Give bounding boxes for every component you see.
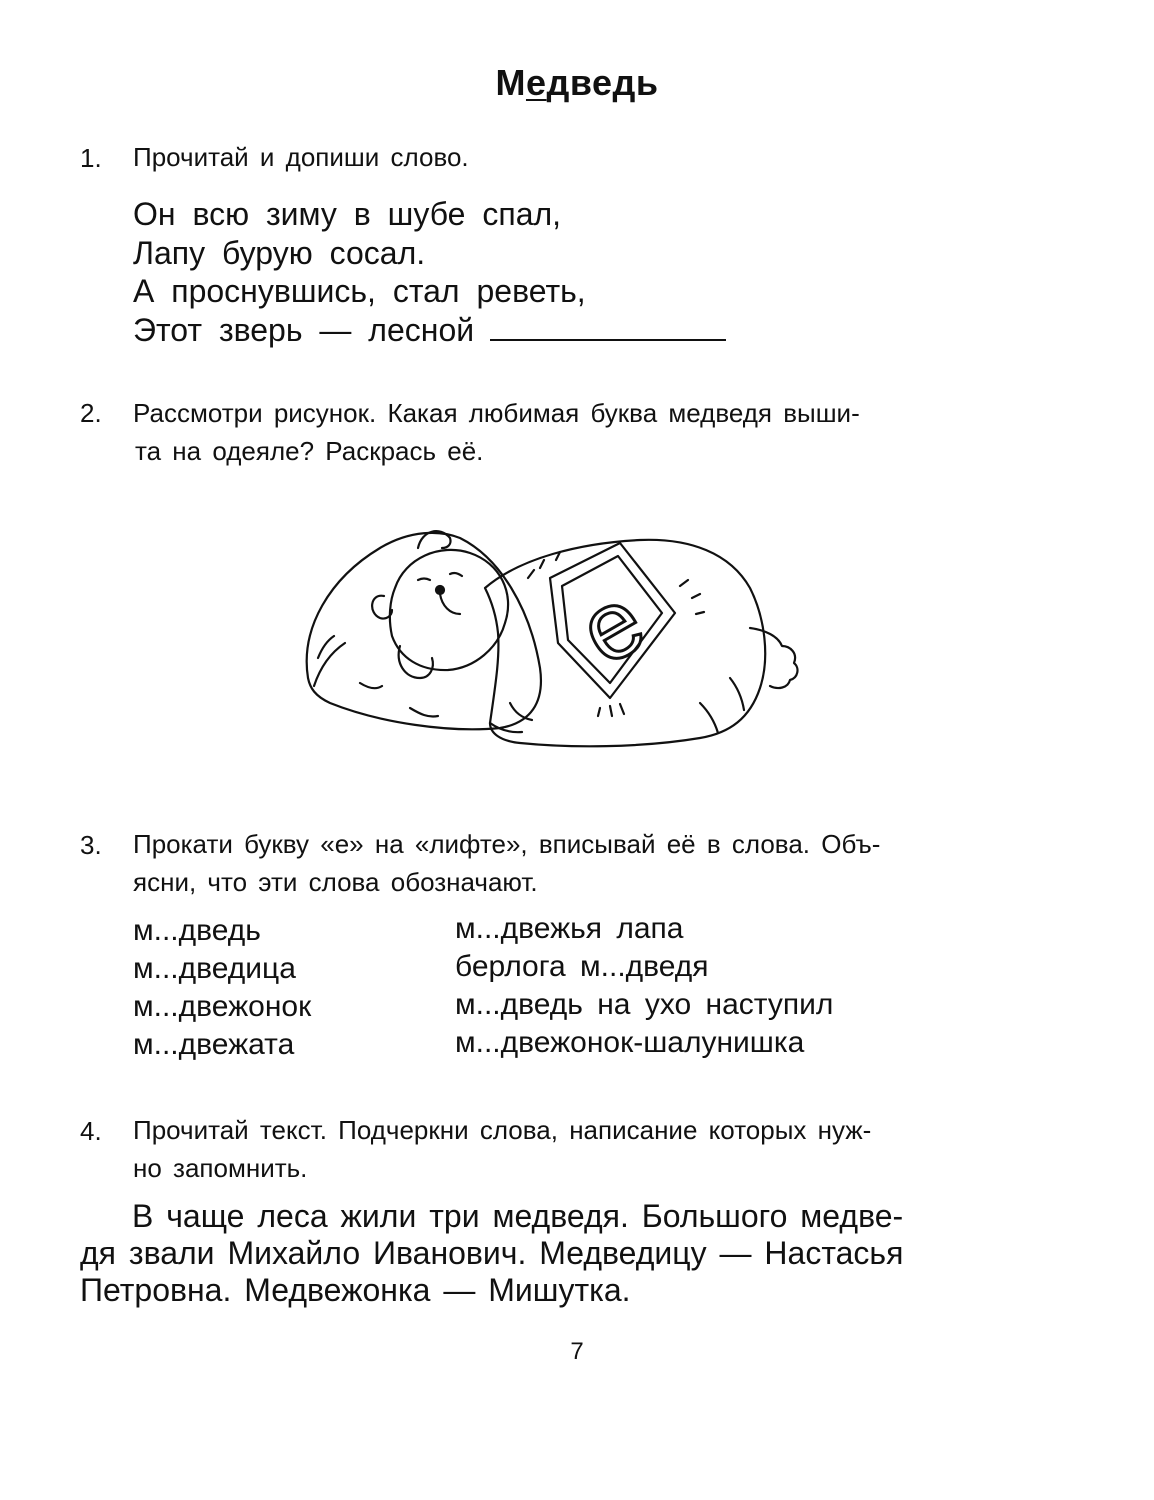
task4-text (80, 1198, 1040, 1309)
poem-line: Лапу бурую сосал. (133, 234, 426, 271)
word-item: м...дведь (133, 914, 261, 947)
pillow-shape (307, 533, 541, 729)
page-title (0, 62, 1154, 104)
page-number: 7 (570, 1338, 584, 1365)
word-item: м...дведица (133, 952, 296, 985)
answer-blank[interactable] (490, 313, 726, 341)
word-item: м...дведь на ухо наступил (455, 988, 834, 1021)
word-item: м...двежата (133, 1028, 295, 1061)
task3-instruction (133, 825, 1033, 901)
story-line: В чаще леса жили три медведя. Большого медве- (132, 1198, 904, 1234)
task4-instruction (133, 1111, 1033, 1187)
right-word-list (455, 910, 833, 1062)
blanket-letter: е (561, 566, 662, 686)
title-suffix: дведь (546, 62, 659, 103)
task3-number: 3. (80, 830, 102, 860)
sleeping-bear-illustration (300, 518, 820, 758)
task1-instruction: Прочитай и допиши слово. (133, 142, 469, 172)
task4-instruction-line1: Прочитай текст. Подчеркни слова, написание которых нуж- (133, 1115, 872, 1145)
left-word-list (133, 912, 311, 1064)
task2-instruction-line2: та на одеяле? Раскрась её. (135, 436, 484, 466)
task2-instruction-line1: Рассмотри рисунок. Какая любимая буква медведя выши- (133, 398, 860, 428)
story-line: Петровна. Медвежонка — Мишутка. (80, 1272, 631, 1308)
poem-line-last (133, 311, 726, 350)
task2-number: 2. (80, 398, 102, 428)
bear-ear-right (372, 596, 392, 619)
word-item: м...двежья лапа (455, 912, 684, 945)
task1-poem (133, 195, 726, 349)
poem-line: А проснувшись, стал реветь, (133, 273, 586, 309)
bear-foot (750, 628, 797, 688)
story-line: дя звали Михайло Иванович. Медведицу — Настасья (80, 1235, 904, 1271)
bear-paw (399, 646, 433, 678)
poem-line: Этот зверь — лесной (133, 311, 475, 348)
word-item: м...двежонок (133, 990, 312, 1023)
task3-instruction-line1: Прокати букву «е» на «лифте», вписывай её в слова. Объ- (133, 829, 881, 859)
task2-instruction (133, 394, 1033, 470)
poem-line: Он всю зиму в шубе спал, (133, 196, 562, 232)
task3-instruction-line2: ясни, что эти слова обозначают. (133, 867, 538, 897)
task4-number: 4. (80, 1116, 102, 1146)
bear-nose (436, 586, 444, 594)
word-item: м...двежонок-шалунишка (455, 1026, 805, 1059)
task4-instruction-line2: но запомнить. (133, 1153, 308, 1183)
title-underlined-letter: е (525, 62, 547, 103)
task1-number: 1. (80, 143, 102, 173)
word-item: берлога м...дведя (455, 950, 709, 983)
title-prefix: М (495, 62, 526, 103)
